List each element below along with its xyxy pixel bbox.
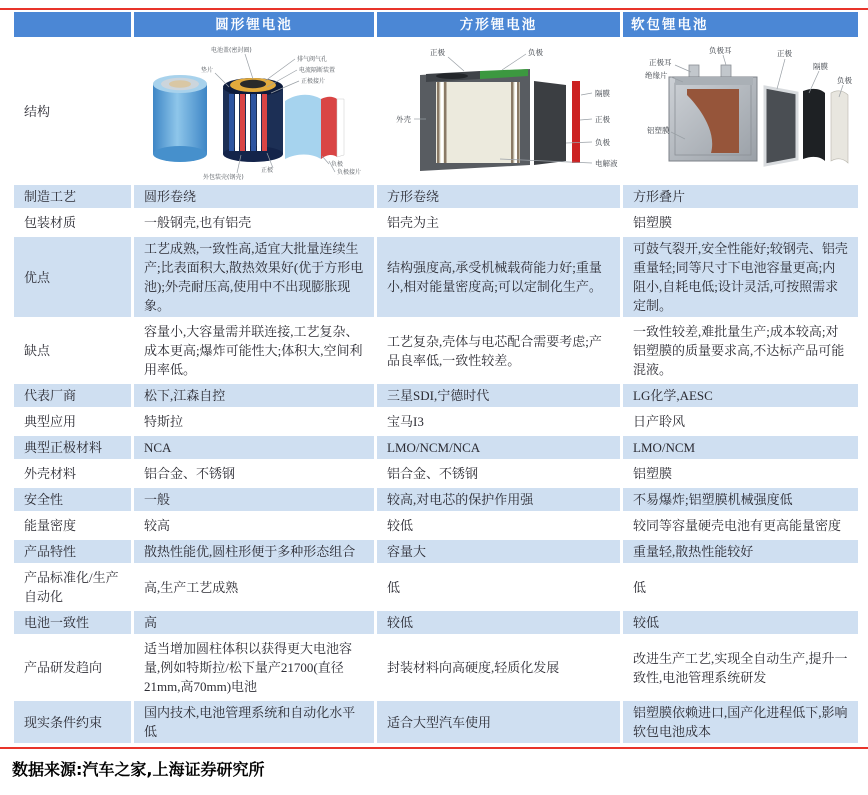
row-advantages [14, 237, 856, 317]
row-label: 包装材质 [14, 211, 131, 234]
header-cylindrical: 圆形锂电池 [134, 12, 374, 37]
row-label: 产品研发趋向 [14, 637, 131, 698]
cell-pouch: 较同等容量硬壳电池有更高能量密度 [623, 514, 858, 537]
cell-cylindrical: 一般钢壳,也有铝壳 [134, 211, 374, 234]
cell-cylindrical: 散热性能优,圆柱形便于多种形态组合 [134, 540, 374, 563]
row-typical-applications [14, 410, 856, 433]
svg-text:负极: 负极 [331, 161, 344, 168]
row-label: 安全性 [14, 488, 131, 511]
cell-cylindrical: 高 [134, 611, 374, 634]
cell-pouch: 可鼓气裂开,安全性能好;较钢壳、铝壳重量轻;同等尺寸下电池容量更高;内阻小,自耗电低;设计灵活,可按照需求定制。 [623, 237, 858, 317]
cell-cylindrical: 容量小,大容量需并联连接,工艺复杂、成本更高;爆炸可能性大;体积大,空间利用率低。 [134, 320, 374, 381]
cell-pouch: 低 [623, 566, 858, 608]
row-standardization-automation [14, 566, 856, 608]
svg-text:外壳: 外壳 [395, 115, 411, 124]
svg-text:负极耳: 负极耳 [709, 46, 732, 55]
svg-text:排气阀气孔: 排气阀气孔 [297, 56, 328, 63]
cell-cylindrical: 较高 [134, 514, 374, 537]
cylindrical-diagram-cell [134, 40, 374, 182]
svg-text:隔膜: 隔膜 [594, 89, 610, 98]
svg-text:外包装壳(钢壳): 外包装壳(钢壳) [203, 174, 244, 181]
diagram-art [420, 69, 580, 171]
row-label: 典型正极材料 [14, 436, 131, 459]
row-label: 产品特性 [14, 540, 131, 563]
cell-pouch: LMO/NCM [623, 436, 858, 459]
cell-prismatic: 较高,对电芯的保护作用强 [377, 488, 620, 511]
row-label: 产品标准化/生产自动化 [14, 566, 131, 608]
header-prismatic: 方形锂电池 [377, 12, 620, 37]
row-cell-consistency [14, 611, 856, 634]
svg-text:垫片: 垫片 [201, 67, 214, 74]
row-rd-trend [14, 637, 856, 698]
cell-prismatic: 封装材料向高硬度,轻质化发展 [377, 637, 620, 698]
cell-pouch: 一致性较差,难批量生产;成本较高;对铝塑膜的质量要求高,不达标产品可能混液。 [623, 320, 858, 381]
cell-pouch: 改进生产工艺,实现全自动生产,提升一致性,电池管理系统研发 [623, 637, 858, 698]
cell-cylindrical: 圆形卷绕 [134, 185, 374, 208]
cell-cylindrical: NCA [134, 436, 374, 459]
pouch-battery-diagram [625, 41, 856, 181]
svg-text:正极: 正极 [777, 49, 792, 58]
header-pouch: 软包锂电池 [623, 12, 858, 37]
cell-pouch: 铝塑膜 [623, 211, 858, 234]
top-rule [0, 8, 868, 10]
cell-pouch: 不易爆炸;铝塑膜机械强度低 [623, 488, 858, 511]
cell-cylindrical: 松下,江森自控 [134, 384, 374, 407]
row-typical-cathode-material [14, 436, 856, 459]
svg-text:绝缘片: 绝缘片 [645, 71, 668, 80]
row-practical-constraints [14, 701, 856, 743]
svg-text:正极接片: 正极接片 [301, 78, 326, 85]
svg-text:负极: 负极 [527, 48, 543, 57]
cell-cylindrical: 高,生产工艺成熟 [134, 566, 374, 608]
pouch-diagram-cell [623, 40, 858, 182]
row-product-characteristics [14, 540, 856, 563]
cell-cylindrical: 一般 [134, 488, 374, 511]
data-source-note: 数据来源:汽车之家,上海证券研究所 [12, 760, 265, 779]
cell-prismatic: 三星SDI,宁德时代 [377, 384, 620, 407]
cell-prismatic: 较低 [377, 514, 620, 537]
cell-pouch: 日产聆风 [623, 410, 858, 433]
row-energy-density [14, 514, 856, 537]
cell-prismatic: LMO/NCM/NCA [377, 436, 620, 459]
cell-pouch: 方形叠片 [623, 185, 858, 208]
cell-cylindrical: 工艺成熟,一致性高,适宜大批量连续生产;比表面积大,散热效果好(优于方形电池);外壳耐压高,使用中不出现膨胀现象。 [134, 237, 374, 317]
row-manufacturing-process [14, 185, 856, 208]
cell-prismatic: 结构强度高,承受机械载荷能力好;重量小,相对能量密度高;可以定制化生产。 [377, 237, 620, 317]
prismatic-battery-diagram [380, 41, 618, 181]
svg-text:电解液: 电解液 [594, 159, 617, 168]
row-label-structure: 结构 [14, 40, 131, 182]
cell-pouch: 铝塑膜 [623, 462, 858, 485]
cell-prismatic: 宝马I3 [377, 410, 620, 433]
header-empty-cell [14, 12, 131, 37]
svg-text:正极: 正极 [261, 167, 274, 174]
svg-text:正极: 正极 [429, 48, 445, 57]
cell-prismatic: 方形卷绕 [377, 185, 620, 208]
row-label: 优点 [14, 237, 131, 317]
cell-prismatic: 工艺复杂,壳体与电芯配合需要考虑;产品良率低,一致性较差。 [377, 320, 620, 381]
cell-pouch: LG化学,AESC [623, 384, 858, 407]
cell-pouch: 铝塑膜依赖进口,国产化进程低下,影响软包电池成本 [623, 701, 858, 743]
bottom-rule [0, 747, 868, 749]
table-header-row [14, 12, 856, 37]
diagram-art [153, 75, 344, 162]
cell-prismatic: 适合大型汽车使用 [377, 701, 620, 743]
cell-prismatic: 低 [377, 566, 620, 608]
cylindrical-battery-diagram [137, 41, 371, 181]
row-label: 制造工艺 [14, 185, 131, 208]
cell-cylindrical: 国内技术,电池管理系统和自动化水平低 [134, 701, 374, 743]
svg-text:铝塑膜: 铝塑膜 [647, 126, 670, 135]
svg-text:隔膜: 隔膜 [813, 62, 828, 71]
battery-comparison-table [14, 12, 856, 743]
cell-prismatic: 较低 [377, 611, 620, 634]
cell-prismatic: 铝壳为主 [377, 211, 620, 234]
cell-cylindrical: 铝合金、不锈钢 [134, 462, 374, 485]
cell-cylindrical: 特斯拉 [134, 410, 374, 433]
cell-pouch: 重量轻,散热性能较好 [623, 540, 858, 563]
row-label: 能量密度 [14, 514, 131, 537]
row-label: 代表厂商 [14, 384, 131, 407]
prismatic-diagram-cell [377, 40, 620, 182]
cell-prismatic: 容量大 [377, 540, 620, 563]
diagram-art [669, 65, 848, 165]
row-label: 电池一致性 [14, 611, 131, 634]
row-shell-material [14, 462, 856, 485]
row-label: 现实条件约束 [14, 701, 131, 743]
cell-cylindrical: 适当增加圆柱体积以获得更大电池容量,例如特斯拉/松下量产21700(直径21mm,高70mm)电池 [134, 637, 374, 698]
svg-text:负极接片: 负极接片 [337, 169, 362, 176]
svg-text:负极: 负极 [594, 138, 610, 147]
svg-text:负极: 负极 [837, 76, 852, 85]
row-disadvantages [14, 320, 856, 381]
cell-pouch: 较低 [623, 611, 858, 634]
svg-text:正极: 正极 [594, 115, 610, 124]
row-safety [14, 488, 856, 511]
row-label: 缺点 [14, 320, 131, 381]
svg-text:正极耳: 正极耳 [649, 58, 672, 67]
row-representative-manufacturers [14, 384, 856, 407]
row-label: 外壳材料 [14, 462, 131, 485]
cell-prismatic: 铝合金、不锈钢 [377, 462, 620, 485]
row-packaging-material [14, 211, 856, 234]
svg-text:电池盖(密封圈): 电池盖(密封圈) [211, 47, 252, 54]
row-label: 典型应用 [14, 410, 131, 433]
structure-row [14, 40, 856, 182]
svg-text:电流隔断装置: 电流隔断装置 [299, 67, 336, 74]
